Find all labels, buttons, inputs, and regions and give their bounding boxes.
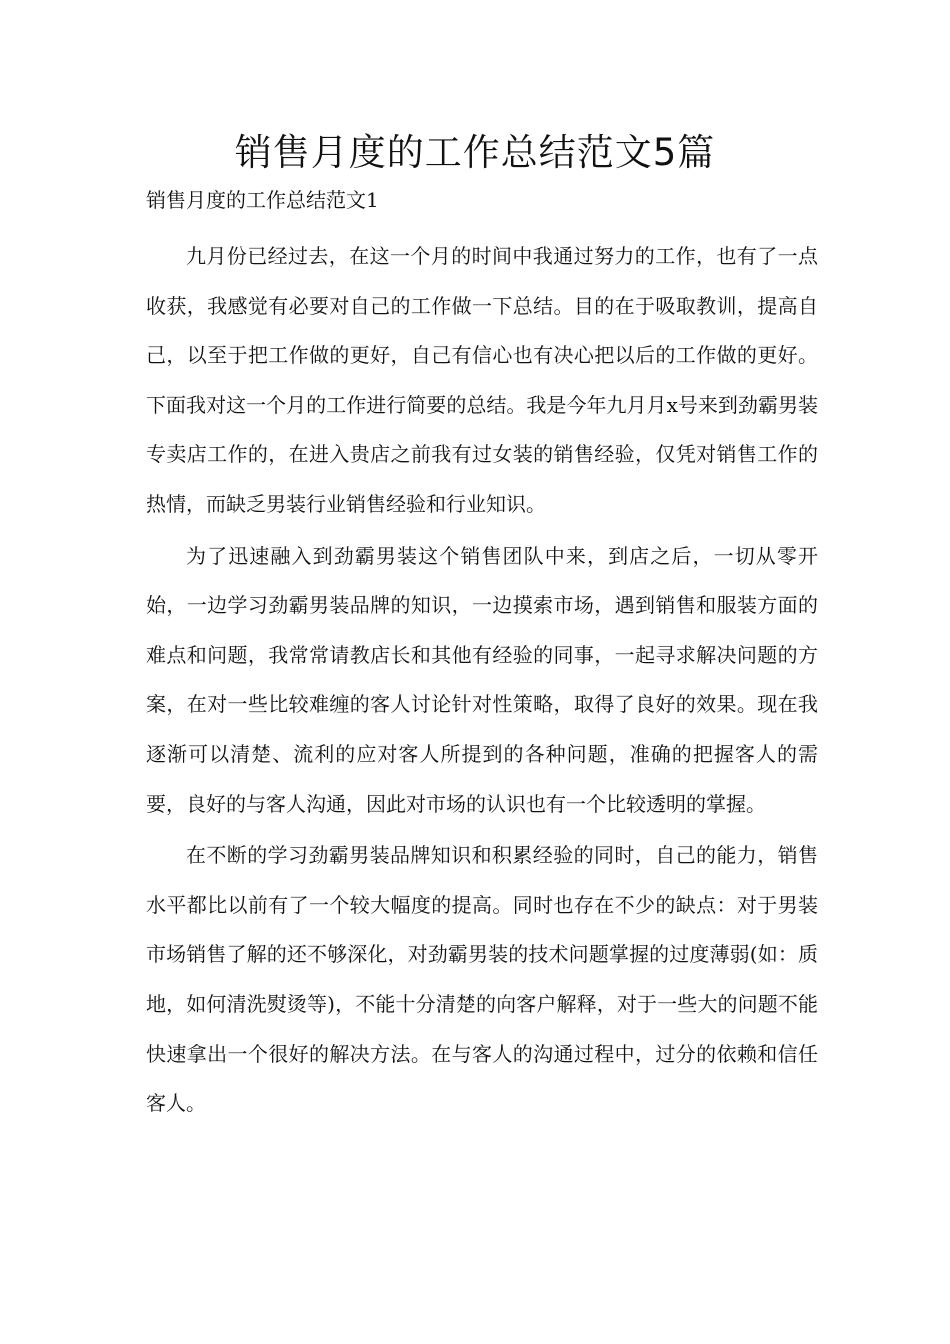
paragraph-1: 九月份已经过去，在这一个月的时间中我通过努力的工作，也有了一点收获，我感觉有必要对自己的工作做一下总结。目的在于吸取教训，提高自己，以至于把工作做的更好，自己有信心也有决心把以后的工作做的更好。下面我对这一个月的工作进行简要的总结。我是今年九月月x号来到劲霸男装专卖店工作的，在进入贵店之前我有过女装的销售经验，仅凭对销售工作的热情，而缺乏男装行业销售经验和行业知识。 [146,244,818,516]
paragraph-2: 为了迅速融入到劲霸男装这个销售团队中来，到店之后，一切从零开始，一边学习劲霸男装品牌的知识，一边摸索市场，遇到销售和服装方面的难点和问题，我常常请教店长和其他有经验的同事，一起寻求解决问题的方案，在对一些比较难缠的客人讨论针对性策略，取得了良好的效果。现在我逐渐可以清楚、流利的应对客人所提到的各种问题，准确的把握客人的需要，良好的与客人沟通，因此对市场的认识也有一个比较透明的掌握。 [146,543,818,816]
paragraph-3: 在不断的学习劲霸男装品牌知识和积累经验的同时，自己的能力，销售水平都比以前有了一个较大幅度的提高。同时也存在不少的缺点：对于男装市场销售了解的还不够深化，对劲霸男装的技术问题掌握的过度薄弱(如：质地，如何清洗熨烫等)，不能十分清楚的向客户解释，对于一些大的问题不能快速拿出一个很好的解决方法。在与客人的沟通过程中，过分的依赖和信任客人。 [146,843,818,1116]
document-title: 销售月度的工作总结范文5篇 [234,131,716,174]
document-body [146,232,818,1129]
document-subtitle: 销售月度的工作总结范文1 [146,188,379,212]
